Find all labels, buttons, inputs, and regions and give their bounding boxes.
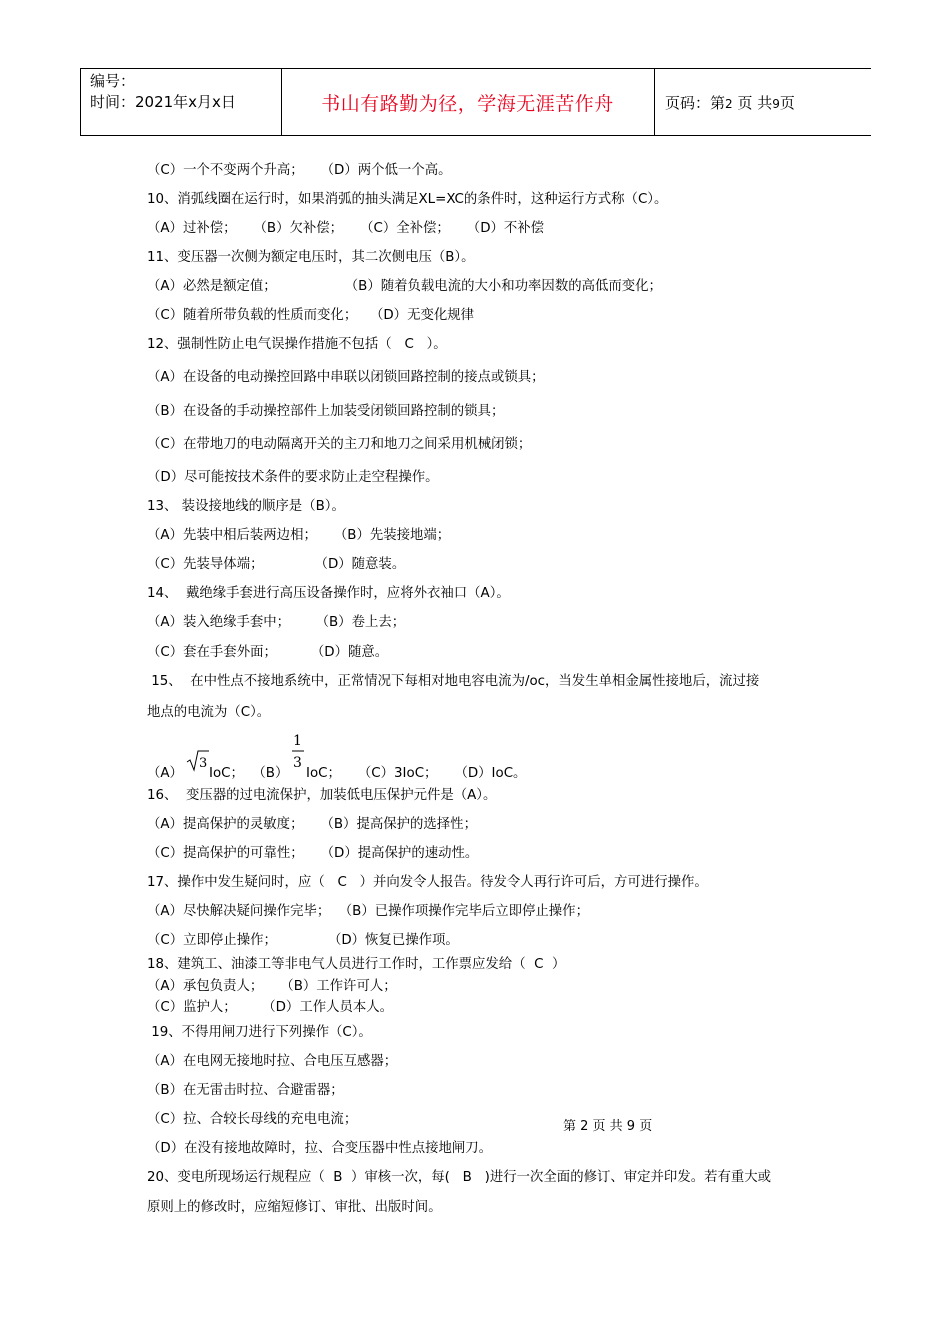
text-line: 原则上的修改时，应缩短修订、审批、出版时间。 xyxy=(147,1200,442,1215)
text-line: （D）尽可能按技术条件的要求防止走空程操作。 xyxy=(147,470,439,485)
document-header xyxy=(80,68,871,136)
sqrt-radicand: 3 xyxy=(199,756,208,771)
fraction-denominator: 3 xyxy=(293,755,302,771)
text-line: （C）套在手套外面； （D）随意。 xyxy=(147,645,389,660)
sqrt-symbol xyxy=(186,750,210,772)
formula-b-tail: IoC； （C）3IoC； （D）IoC。 xyxy=(306,766,527,781)
page-code xyxy=(655,92,795,113)
text-line: 18、建筑工、油漆工等非电气人员进行工作时，工作票应发给（ C ） xyxy=(147,957,566,972)
text-line: （A）装入绝缘手套中； （B）卷上去； xyxy=(147,615,406,630)
header-meta-cell xyxy=(81,69,282,135)
page-code-prefix: 页码：第 xyxy=(665,93,726,112)
text-line: 10、消弧线圈在运行时，如果消弧的抽头满足XL=XC的条件时，这种运行方式称（C）。 xyxy=(147,192,668,207)
text-line: （C）在带地刀的电动隔离开关的主刀和地刀之间采用机械闭锁； xyxy=(147,437,532,452)
text-line: （C）一个不变两个升高； （D）两个低一个高。 xyxy=(147,163,452,178)
text-line: （A）承包负责人； （B）工作许可人； xyxy=(147,979,397,994)
formula-a-tail: IoC； （B） xyxy=(209,766,289,781)
text-line: （C）立即停止操作； （D）恢复已操作项。 xyxy=(147,933,459,948)
doc-number-label: 编号： xyxy=(90,72,136,90)
text-line: （A）先装中相后装两边相； （B）先装接地端； xyxy=(147,528,451,543)
text-line: （A）在电网无接地时拉、合电压互感器； xyxy=(147,1054,398,1069)
text-line: 16、 变压器的过电流保护，加装低电压保护元件是（A）。 xyxy=(147,788,497,803)
text-line: （C）提高保护的可靠性； （D）提高保护的速动性。 xyxy=(147,846,479,861)
formula-option-a: （A） xyxy=(147,766,183,781)
text-line: （A）过补偿； （B）欠补偿； （C）全补偿； （D）不补偿 xyxy=(147,221,545,236)
header-page-cell xyxy=(655,69,871,135)
text-line: （A）在设备的电动操控回路中串联以闭锁回路控制的接点或锁具； xyxy=(147,370,545,385)
text-line: 19、不得用闸刀进行下列操作（C）。 xyxy=(147,1025,372,1040)
page-total: 9 xyxy=(772,96,780,111)
text-line: （D）在没有接地故障时，拉、合变压器中性点接地闸刀。 xyxy=(147,1141,493,1156)
text-line: 13、 装设接地线的顺序是（B）。 xyxy=(147,499,345,514)
text-line: （A）提高保护的灵敏度； （B）提高保护的选择性； xyxy=(147,817,477,832)
text-line: （C）随着所带负载的性质而变化； （D）无变化规律 xyxy=(147,308,475,323)
text-line: （B）在无雷击时拉、合避雷器； xyxy=(147,1083,344,1098)
text-line: 15、 在中性点不接地系统中，正常情况下每相对地电容电流为/oc，当发生单相金属性接地后，流过接 xyxy=(147,674,760,689)
text-line: （C）拉、合较长母线的充电电流； xyxy=(147,1112,358,1127)
page-code-suffix: 页 xyxy=(779,93,795,112)
text-line: （C）监护人； （D）工作人员本人。 xyxy=(147,1000,394,1015)
motto-text: 书山有路勤为径，学海无涯苦作舟 xyxy=(321,92,614,115)
text-line: 11、变压器一次侧为额定电压时，其二次侧电压（B）。 xyxy=(147,250,475,265)
text-line: （A）必然是额定值； （B）随着负载电流的大小和功率因数的高低而变化； xyxy=(147,279,662,294)
text-line: 14、 戴绝缘手套进行高压设备操作时，应将外衣袖口（A）。 xyxy=(147,586,510,601)
text-line: 17、操作中发生疑问时，应（ C ）并向发令人报告。待发令人再行许可后，方可进行操作。 xyxy=(147,875,708,890)
fraction-numerator: 1 xyxy=(293,733,302,749)
page-code-mid: 页 共 xyxy=(737,93,773,112)
text-line: （A）尽快解决疑问操作完毕； （B）已操作项操作完毕后立即停止操作； xyxy=(147,904,589,919)
page-footer: 第 2 页 共 9 页 xyxy=(563,1119,653,1134)
page-current: 2 xyxy=(725,96,733,111)
text-line: 12、强制性防止电气误操作措施不包括（ C ）。 xyxy=(147,337,447,352)
text-line: （C）先装导体端； （D）随意装。 xyxy=(147,557,406,572)
text-line: 地点的电流为（C）。 xyxy=(147,705,271,720)
fraction-one-third xyxy=(291,731,305,775)
text-line: （B）在设备的手动操控部件上加装受闭锁回路控制的锁具； xyxy=(147,404,505,419)
text-line: 20、变电所现场运行规程应（ B ）审核一次，每( B )进行一次全面的修订、审定并印发。若有重大或 xyxy=(147,1170,772,1185)
time-label: 时间：2021年x月x日 xyxy=(90,93,236,111)
header-motto-cell xyxy=(281,69,655,135)
